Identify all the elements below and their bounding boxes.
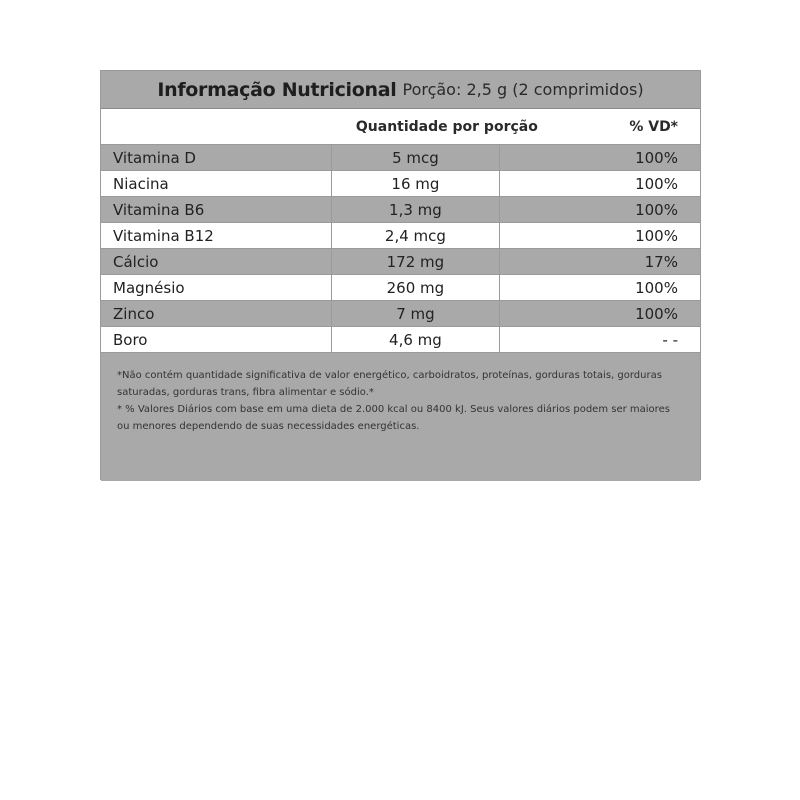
table-row xyxy=(101,249,700,275)
footnotes xyxy=(101,353,700,481)
nutrient-vd: 100% xyxy=(635,148,678,167)
table-row xyxy=(101,301,700,327)
nutrient-name: Vitamina D xyxy=(101,145,332,170)
nutrient-name: Vitamina B6 xyxy=(101,197,332,222)
table-title: Informação Nutricional xyxy=(157,78,397,101)
nutrient-vd: 100% xyxy=(635,226,678,245)
nutrient-quantity: 260 mg xyxy=(332,275,499,300)
table-title-bar xyxy=(101,71,700,109)
nutrient-name: Niacina xyxy=(101,171,332,196)
nutrient-vd: 100% xyxy=(635,278,678,297)
table-row xyxy=(101,275,700,301)
table-row xyxy=(101,145,700,171)
nutrient-name: Cálcio xyxy=(101,249,332,274)
header-vd: % VD* xyxy=(629,118,679,135)
portion-size: Porção: 2,5 g (2 comprimidos) xyxy=(402,80,644,99)
nutrient-quantity: 5 mcg xyxy=(332,145,499,170)
nutrient-name: Boro xyxy=(101,327,332,352)
table-row xyxy=(101,223,700,249)
footnote-nutrients: *Não contém quantidade significativa de valor energético, carboidratos, proteínas, gorduras totais, gorduras saturadas, gorduras trans, fibra alimentar e sódio.* xyxy=(117,370,662,398)
nutrient-quantity: 2,4 mcg xyxy=(332,223,499,248)
nutrient-name: Vitamina B12 xyxy=(101,223,332,248)
header-quantity: Quantidade por porção xyxy=(355,118,538,135)
table-row xyxy=(101,171,700,197)
nutrient-quantity: 7 mg xyxy=(332,301,499,326)
nutrient-name: Magnésio xyxy=(101,275,332,300)
nutrient-vd: 100% xyxy=(635,174,678,193)
footnote-daily-values: * % Valores Diários com base em uma dieta de 2.000 kcal ou 8400 kJ. Seus valores diários podem ser maiores ou menores dependendo de suas necessidades energéticas. xyxy=(117,404,670,432)
nutrient-quantity: 4,6 mg xyxy=(332,327,499,352)
nutrient-vd: 17% xyxy=(644,252,678,271)
table-row xyxy=(101,197,700,223)
nutrient-vd: 100% xyxy=(635,200,678,219)
column-header-row xyxy=(101,109,700,145)
nutrient-vd: - - xyxy=(662,330,678,349)
nutrient-vd: 100% xyxy=(635,304,678,323)
nutrient-quantity: 16 mg xyxy=(332,171,499,196)
table-row xyxy=(101,327,700,353)
nutrient-name: Zinco xyxy=(101,301,332,326)
nutrient-quantity: 1,3 mg xyxy=(332,197,499,222)
nutrient-rows xyxy=(101,145,700,353)
nutrient-quantity: 172 mg xyxy=(332,249,499,274)
nutrition-facts-table xyxy=(100,70,701,480)
